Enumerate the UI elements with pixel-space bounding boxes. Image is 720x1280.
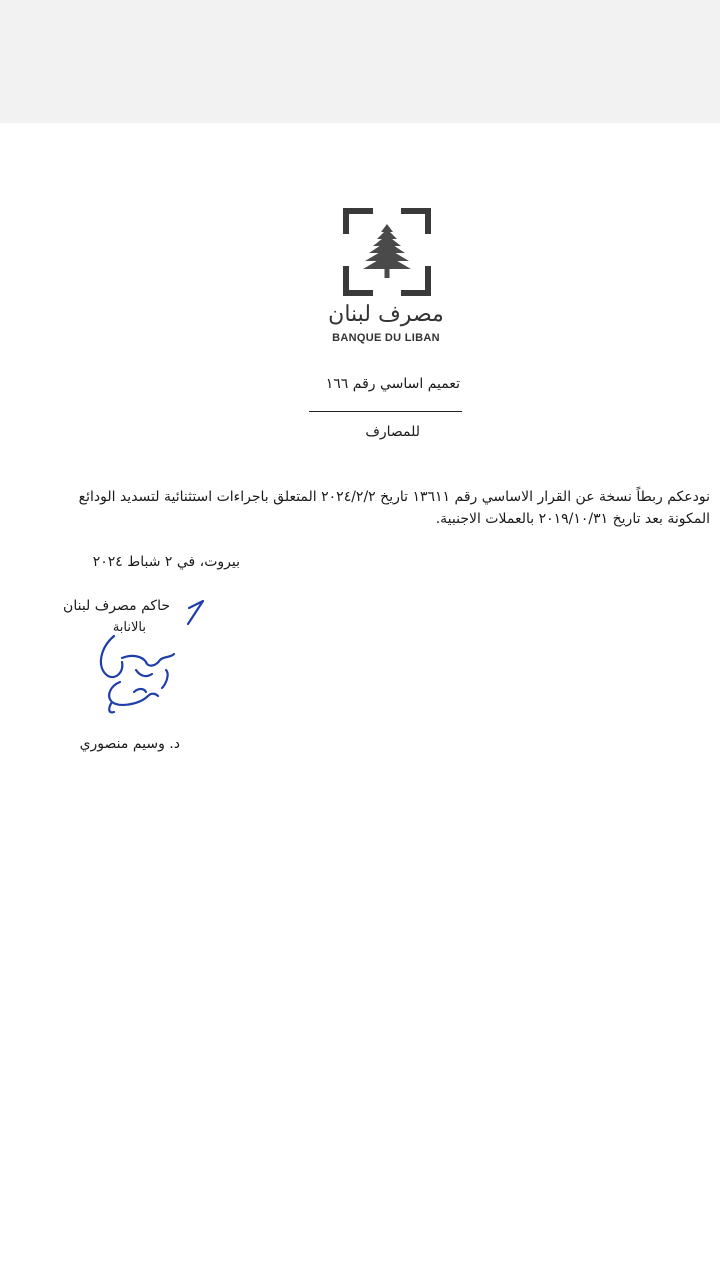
viewer-top-bar — [0, 0, 720, 123]
cedar-logo-icon — [343, 208, 431, 296]
place-date: بيروت، في ٢ شباط ٢٠٢٤ — [92, 554, 240, 570]
acting-label: بالانابة — [112, 620, 146, 635]
title-underline — [309, 411, 462, 412]
body-paragraph: نودعكم ربطاً نسخة عن القرار الاساسي رقم ١٣٦١١ تاريخ ٢٠٢٤/٢/٢ المتعلق باجراءات استثنائية لتسديد الودائع المكونة بعد تاريخ ٢٠١٩/١٠/٣١ بالعملات الاجنبية. — [78, 489, 710, 527]
recipient: للمصارف — [365, 424, 420, 440]
handwritten-signature-icon — [86, 596, 216, 726]
circular-title: تعميم اساسي رقم ١٦٦ — [325, 376, 460, 392]
bank-name-latin: BANQUE DU LIBAN — [332, 332, 440, 344]
bank-name-arabic: مصرف لبنان — [328, 302, 444, 327]
governor-title: حاكم مصرف لبنان — [63, 598, 170, 614]
signatory-name: د. وسيم منصوري — [79, 736, 180, 752]
